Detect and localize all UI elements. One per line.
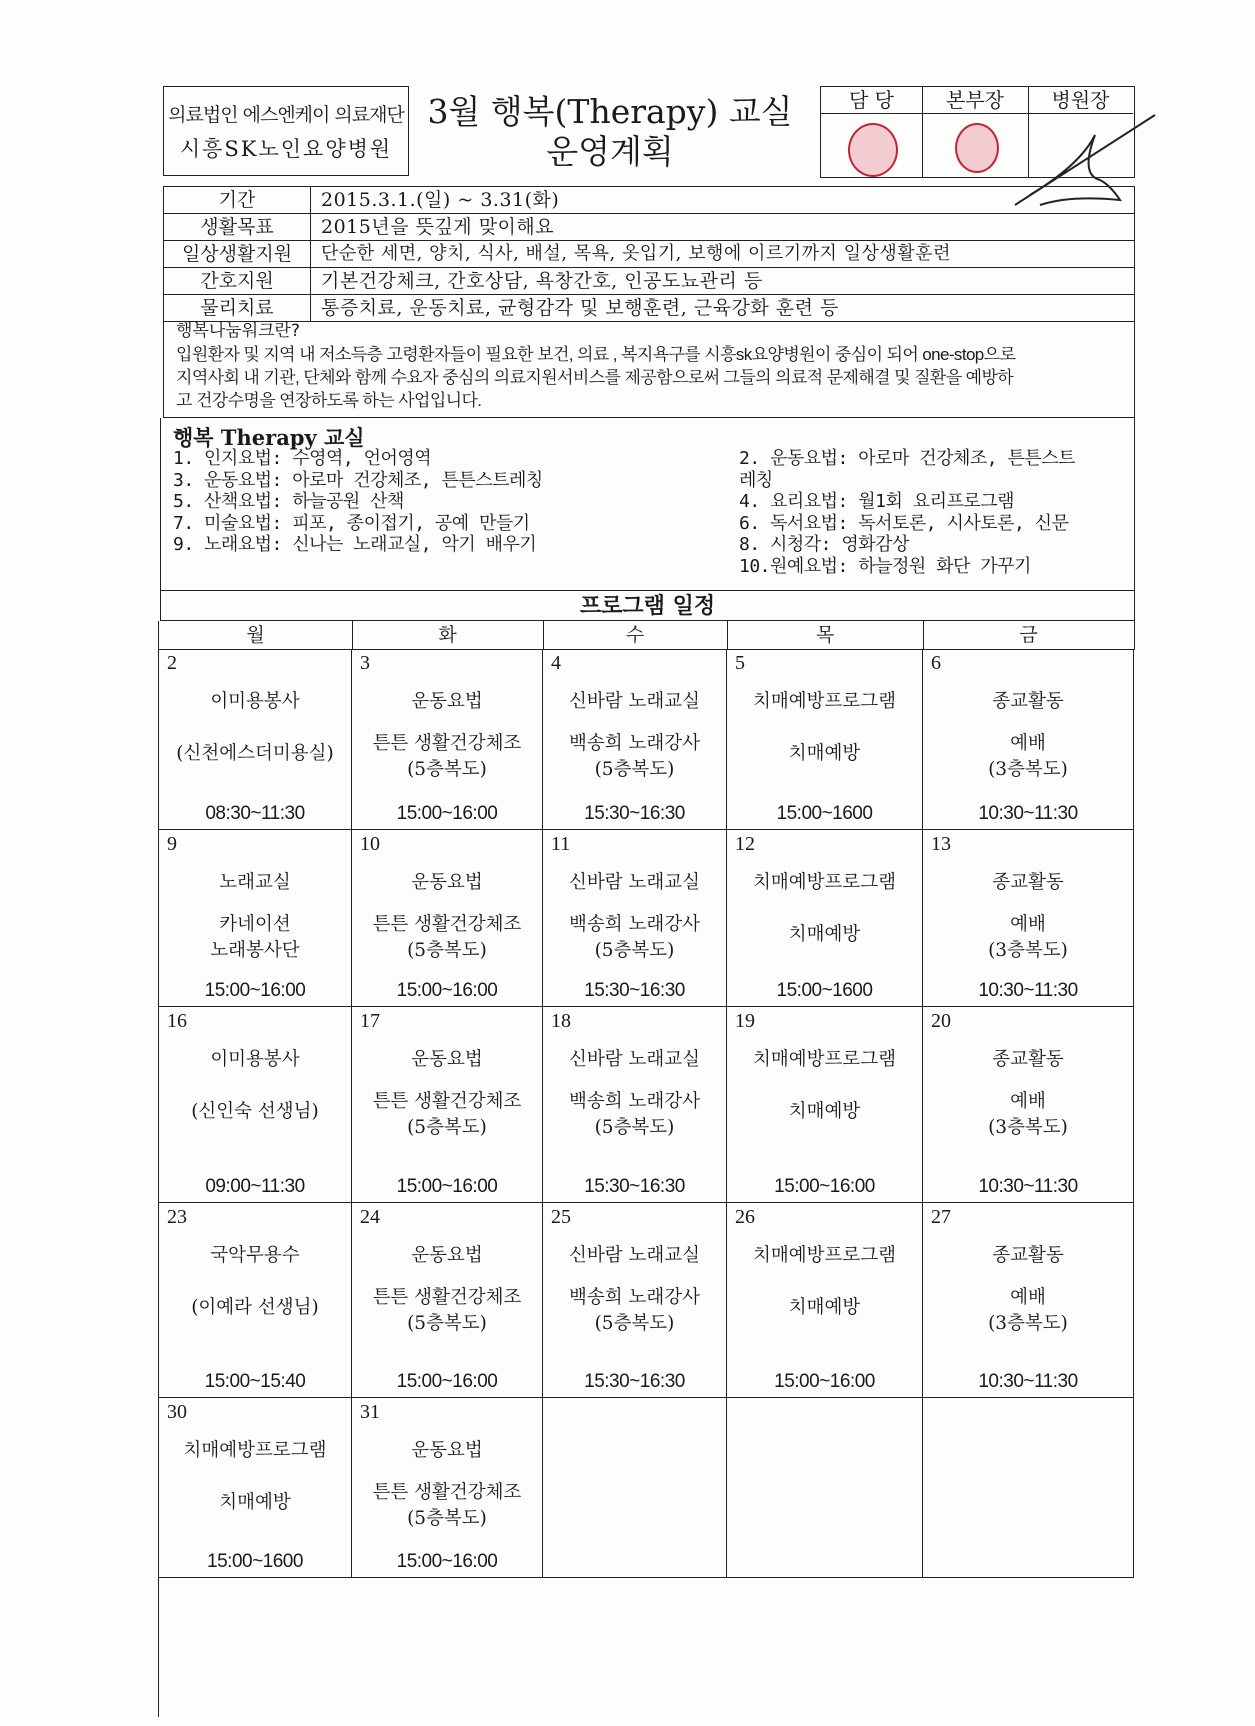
program-detail: 치매예방 — [788, 743, 861, 764]
organization-box — [163, 86, 409, 176]
program-detail: (신천에스더미용실) — [176, 743, 334, 764]
program-time: 10:30~11:30 — [978, 1371, 1078, 1392]
therapy-item: 8. 시청각: 영화감상 — [739, 534, 909, 555]
program-time: 15:30~16:30 — [584, 1176, 685, 1197]
schedule-date: 4 — [551, 652, 561, 674]
program-name: 종교활동 — [992, 691, 1064, 712]
schedule-date: 17 — [360, 1010, 380, 1032]
schedule-date: 25 — [551, 1206, 571, 1228]
info-row-daily-support — [164, 241, 1134, 268]
program-time: 15:00~1600 — [207, 1551, 303, 1572]
program-name: 신바람 노래교실 — [569, 872, 700, 893]
program-name: 이미용봉사 — [210, 691, 300, 712]
therapy-list-left — [173, 448, 733, 556]
program-name: 치매예방프로그램 — [753, 872, 896, 893]
therapy-item: 2. 운동요법: 아로마 건강체조, 튼튼스트 — [739, 448, 1076, 469]
schedule-cell — [159, 830, 352, 1007]
schedule-cell — [543, 1203, 727, 1398]
therapy-item: 5. 산책요법: 하늘공원 산책 — [173, 491, 404, 512]
schedule-date: 6 — [931, 652, 941, 674]
info-label: 물리치료 — [164, 295, 311, 321]
schedule-date: 20 — [931, 1010, 951, 1032]
program-name: 종교활동 — [992, 872, 1064, 893]
schedule-cell — [727, 830, 923, 1007]
schedule-cell — [543, 830, 727, 1007]
program-location: (5층복도) — [594, 1313, 675, 1334]
program-time: 15:00~16:00 — [774, 1176, 875, 1197]
therapy-item: 1. 인지요법: 수영역, 언어영역 — [173, 448, 432, 469]
program-detail: 카네이션 — [219, 914, 291, 935]
schedule-date: 13 — [931, 833, 951, 855]
program-detail: 백송희 노래강사 — [569, 1091, 700, 1112]
schedule-date: 10 — [360, 833, 380, 855]
program-detail: 백송희 노래강사 — [569, 914, 700, 935]
program-location: (5층복도) — [407, 1313, 487, 1334]
description-title: 행복나눔워크란? — [176, 321, 300, 341]
program-location: (5층복도) — [407, 1117, 487, 1138]
program-detail: 튼튼 생활건강체조 — [372, 914, 522, 935]
schedule-date: 11 — [551, 833, 571, 855]
program-name: 운동요법 — [411, 1245, 483, 1266]
description-line: 고 건강수명을 연장하도록 하는 사업입니다. — [176, 391, 482, 410]
program-location: (5층복도) — [594, 940, 675, 961]
program-name: 운동요법 — [411, 872, 483, 893]
program-location: (3층복도) — [988, 940, 1068, 961]
program-time: 15:30~16:30 — [584, 803, 685, 824]
day-header-wed: 수 — [543, 621, 728, 650]
therapy-item: 6. 독서요법: 독서토론, 시사토론, 신문 — [739, 512, 1069, 534]
program-name: 종교활동 — [992, 1245, 1064, 1266]
program-name: 노래교실 — [219, 872, 291, 893]
program-name: 신바람 노래교실 — [569, 1049, 700, 1070]
program-name: 치매예방프로그램 — [183, 1440, 327, 1461]
approval-head-label: 병원장 — [1028, 87, 1133, 114]
description-line: 입원환자 및 지역 내 저소득층 고령환자들이 필요한 보건, 의료 , 복지욕구를 시흥sk요양병원이 중심이 되어 one-stop으로 — [176, 345, 1016, 364]
program-name: 운동요법 — [411, 691, 483, 712]
program-time: 10:30~11:30 — [978, 980, 1078, 1001]
schedule-cell — [727, 1398, 923, 1578]
schedule-cell — [159, 1007, 352, 1203]
program-detail: 치매예방 — [219, 1492, 291, 1513]
schedule-cell — [543, 1007, 727, 1203]
info-row-goal — [164, 214, 1134, 241]
schedule-date: 18 — [551, 1010, 571, 1032]
info-value: 2015년을 뜻깊게 맞이해요 — [321, 216, 555, 238]
schedule-cell — [923, 1398, 1134, 1578]
program-name: 치매예방프로그램 — [753, 1049, 896, 1070]
schedule-cell — [727, 1203, 923, 1398]
program-location: (3층복도) — [988, 1117, 1068, 1138]
program-name: 신바람 노래교실 — [569, 691, 700, 712]
schedule-date: 30 — [167, 1401, 187, 1423]
schedule-date: 27 — [931, 1206, 951, 1228]
program-time: 15:00~16:00 — [204, 980, 306, 1001]
org-name-line1: 의료법인 에스엔케이 의료재단 — [168, 103, 404, 126]
day-header-tue: 화 — [352, 621, 544, 650]
program-location: (3층복도) — [988, 759, 1068, 780]
program-location: 노래봉사단 — [210, 940, 300, 961]
info-label: 간호지원 — [164, 268, 311, 294]
program-detail: 튼튼 생활건강체조 — [372, 1482, 522, 1503]
schedule-cell — [159, 649, 352, 830]
program-detail: 튼튼 생활건강체조 — [372, 733, 522, 754]
info-value: 기본건강체크, 간호상담, 욕창간호, 인공도뇨관리 등 — [321, 270, 763, 292]
schedule-cell — [159, 1203, 352, 1398]
program-time: 15:00~16:00 — [396, 1176, 498, 1197]
schedule-cell — [352, 1398, 543, 1578]
schedule-cell — [923, 649, 1134, 830]
schedule-cell — [352, 830, 543, 1007]
therapy-item: 4. 요리요법: 월1회 요리프로그램 — [739, 491, 1015, 512]
program-location: (5층복도) — [594, 759, 675, 780]
program-name: 이미용봉사 — [210, 1049, 300, 1070]
schedule-cell — [727, 649, 923, 830]
program-name: 치매예방프로그램 — [753, 691, 896, 712]
schedule-date: 24 — [360, 1206, 380, 1228]
info-table — [163, 186, 1135, 322]
schedule-date: 12 — [735, 833, 755, 855]
info-value: 통증치료, 운동치료, 균형감각 및 보행훈련, 근육강화 훈련 등 — [321, 297, 839, 319]
program-time: 15:00~16:00 — [774, 1371, 875, 1392]
program-detail: 치매예방 — [788, 1297, 861, 1318]
description-line: 지역사회 내 기관, 단체와 함께 수요자 중심의 의료지원서비스를 제공함으로써 그들의 의료적 문제해결 및 질환을 예방하 — [176, 368, 1014, 387]
title-line2: 운영계획 — [546, 132, 674, 171]
program-location: (5층복도) — [407, 759, 487, 780]
schedule-date: 3 — [360, 652, 370, 674]
program-time: 15:00~1600 — [776, 980, 873, 1001]
schedule-cell — [159, 1398, 352, 1578]
schedule-cell — [923, 830, 1134, 1007]
schedule-date: 19 — [735, 1010, 755, 1032]
program-detail: 치매예방 — [788, 924, 861, 945]
therapy-item: 레칭 — [739, 469, 773, 491]
program-time: 15:00~16:00 — [396, 803, 498, 824]
program-location: (5층복도) — [594, 1117, 675, 1138]
info-label: 기간 — [164, 187, 311, 213]
therapy-title: 행복 Therapy 교실 — [173, 425, 365, 450]
info-value: 2015.3.1.(일) ~ 3.31(화) — [321, 189, 560, 211]
title-line1: 3월 행복(Therapy) 교실 — [427, 92, 793, 131]
info-row-nursing — [164, 268, 1134, 295]
program-time: 09:00~11:30 — [205, 1176, 305, 1197]
schedule-date: 26 — [735, 1206, 755, 1228]
program-name: 국악무용수 — [210, 1245, 300, 1266]
approval-manager-label: 담 당 — [821, 87, 922, 114]
day-header-fri: 금 — [923, 621, 1135, 650]
director-seal-stamp — [955, 123, 999, 173]
day-header-thu: 목 — [727, 621, 924, 650]
program-name: 치매예방프로그램 — [753, 1245, 896, 1266]
program-detail: 예배 — [1010, 1287, 1046, 1308]
therapy-item: 9. 노래요법: 신나는 노래교실, 악기 배우기 — [173, 534, 537, 555]
program-location: (5층복도) — [407, 940, 487, 961]
schedule-grid — [158, 621, 1135, 1717]
approval-director-label: 본부장 — [922, 87, 1028, 114]
schedule-cell — [727, 1007, 923, 1203]
therapy-item: 10.원예요법: 하늘정원 화단 가꾸기 — [739, 555, 1031, 577]
program-detail: 백송희 노래강사 — [569, 733, 700, 754]
info-row-period — [164, 187, 1134, 214]
therapy-item: 3. 운동요법: 아로마 건강체조, 튼튼스트레칭 — [173, 469, 543, 491]
schedule-cell — [923, 1203, 1134, 1398]
document-title — [420, 92, 800, 172]
schedule-date: 2 — [167, 652, 177, 674]
schedule-date: 31 — [360, 1401, 380, 1423]
org-name-line2: 시흥SK노인요양병원 — [179, 136, 393, 161]
program-time: 10:30~11:30 — [978, 803, 1078, 824]
info-label: 일상생활지원 — [164, 241, 311, 267]
therapy-list-right — [739, 448, 1129, 577]
schedule-cell — [352, 649, 543, 830]
manager-seal-stamp — [848, 123, 898, 177]
day-header-mon: 월 — [159, 621, 353, 650]
program-detail: (이예라 선생님) — [191, 1297, 319, 1318]
program-time: 15:30~16:30 — [584, 1371, 685, 1392]
program-time: 10:30~11:30 — [978, 1176, 1078, 1197]
program-location: (3층복도) — [988, 1313, 1068, 1334]
program-name: 운동요법 — [411, 1440, 483, 1461]
program-time: 15:00~1600 — [776, 803, 873, 824]
schedule-date: 16 — [167, 1010, 187, 1032]
program-name: 신바람 노래교실 — [569, 1245, 700, 1266]
program-detail: (신인숙 선생님) — [191, 1101, 319, 1122]
program-name: 종교활동 — [992, 1049, 1064, 1070]
schedule-cell — [352, 1007, 543, 1203]
program-detail: 예배 — [1010, 733, 1046, 754]
program-name: 운동요법 — [411, 1049, 483, 1070]
schedule-date: 5 — [735, 652, 745, 674]
schedule-date: 9 — [167, 833, 177, 855]
program-detail: 치매예방 — [788, 1101, 861, 1122]
schedule-title: 프로그램 일정 — [160, 591, 1135, 621]
schedule-cell — [543, 1398, 727, 1578]
schedule-cell — [352, 1203, 543, 1398]
program-detail: 튼튼 생활건강체조 — [372, 1287, 522, 1308]
schedule-cell — [923, 1007, 1134, 1203]
program-location: (5층복도) — [407, 1508, 487, 1529]
program-time: 15:30~16:30 — [584, 980, 685, 1001]
schedule-cell — [543, 649, 727, 830]
program-detail: 튼튼 생활건강체조 — [372, 1091, 522, 1112]
program-time: 15:00~16:00 — [396, 1371, 498, 1392]
program-detail: 예배 — [1010, 1091, 1046, 1112]
info-value: 단순한 세면, 양치, 식사, 배설, 목욕, 옷입기, 보행에 이르기까지 일상생활훈련 — [321, 243, 951, 264]
program-time: 15:00~16:00 — [396, 980, 498, 1001]
program-detail: 예배 — [1010, 914, 1046, 935]
info-label: 생활목표 — [164, 214, 311, 240]
program-detail: 백송희 노래강사 — [569, 1287, 700, 1308]
therapy-section — [160, 418, 1135, 591]
description-section — [163, 318, 1135, 418]
program-time: 15:00~16:00 — [396, 1551, 498, 1572]
program-time: 08:30~11:30 — [205, 803, 305, 824]
schedule-date: 23 — [167, 1206, 187, 1228]
program-time: 15:00~15:40 — [204, 1371, 306, 1392]
therapy-item: 7. 미술요법: 피포, 종이접기, 공예 만들기 — [173, 512, 530, 534]
